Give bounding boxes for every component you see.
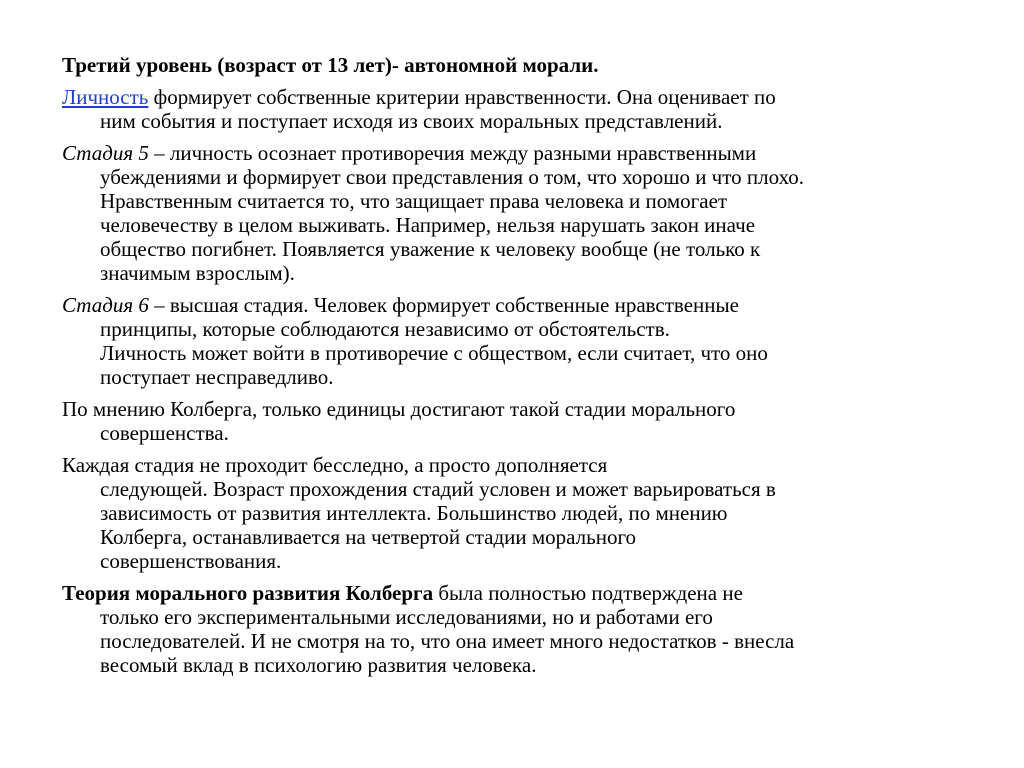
p2-line5-text: общество погибнет. Появляется уважение к человеку вообще (не только к (100, 237, 761, 261)
p5-line1-text: Каждая стадия не проходит бесследно, а просто дополняется (62, 453, 608, 477)
p5-line2-text: следующей. Возраст прохождения стадий условен и может варьироваться в (100, 477, 776, 501)
slide-heading (62, 53, 972, 77)
p3-line1-text: – высшая стадия. Человек формирует собственные нравственные (148, 293, 739, 317)
p2-line1-text: – личность осознает противоречия между разными нравственными (148, 141, 757, 165)
p5-line3-text: зависимость от развития интеллекта. Большинство людей, по мнению (100, 501, 728, 525)
p6-line1-text: была полностью подтверждена не (433, 581, 743, 605)
p3-line3-text: Личность может войти в противоречие с обществом, если считает, что оно (100, 341, 768, 365)
p5-line4-text: Колберга, останавливается на четвертой стадии морального (100, 525, 637, 549)
p6-line3-text: последователей. И не смотря на то, что она имеет много недостатков - внесла (100, 629, 795, 653)
paragraph-personality (62, 85, 972, 133)
p3-line2-text: принципы, которые соблюдаются независимо от обстоятельств. (100, 317, 670, 341)
p2-line6-text: значимым взрослым). (100, 261, 295, 285)
p5-line5-text: совершенствования. (100, 549, 282, 573)
paragraph-theory (62, 581, 972, 677)
paragraph-stage-5 (62, 141, 972, 285)
slide-content (62, 53, 972, 685)
p2-line3-text: Нравственным считается то, что защищает права человека и помогает (100, 189, 728, 213)
p1-line2-text: ним события и поступает исходя из своих моральных представлений. (100, 109, 723, 133)
p4-line1-text: По мнению Колберга, только единицы достигают такой стадии морального (62, 397, 736, 421)
stage-5-label: Стадия 5 (62, 141, 149, 165)
paragraph-stage-6 (62, 293, 972, 389)
p2-line2-text: убеждениями и формирует свои представления о том, что хорошо и что плохо. (100, 165, 805, 189)
p2-line4-text: человечеству в целом выживать. Например, нельзя нарушать закон иначе (100, 213, 756, 237)
p1-line1-text: формирует собственные критерии нравственности. Она оценивает по (148, 85, 776, 109)
p4-line2-text: совершенства. (100, 421, 229, 445)
stage-6-label: Стадия 6 (62, 293, 149, 317)
paragraph-each-stage (62, 453, 972, 573)
theory-title: Теория морального развития Колберга (62, 581, 434, 605)
p6-line2-text: только его экспериментальными исследованиями, но и работами его (100, 605, 713, 629)
personality-link[interactable]: Личность (62, 85, 149, 109)
paragraph-kohlberg-opinion (62, 397, 972, 445)
p3-line4-text: поступает несправедливо. (100, 365, 334, 389)
p6-line4-text: весомый вклад в психологию развития человека. (100, 653, 537, 677)
heading-text: Третий уровень (возраст от 13 лет)- автономной морали. (62, 53, 599, 77)
